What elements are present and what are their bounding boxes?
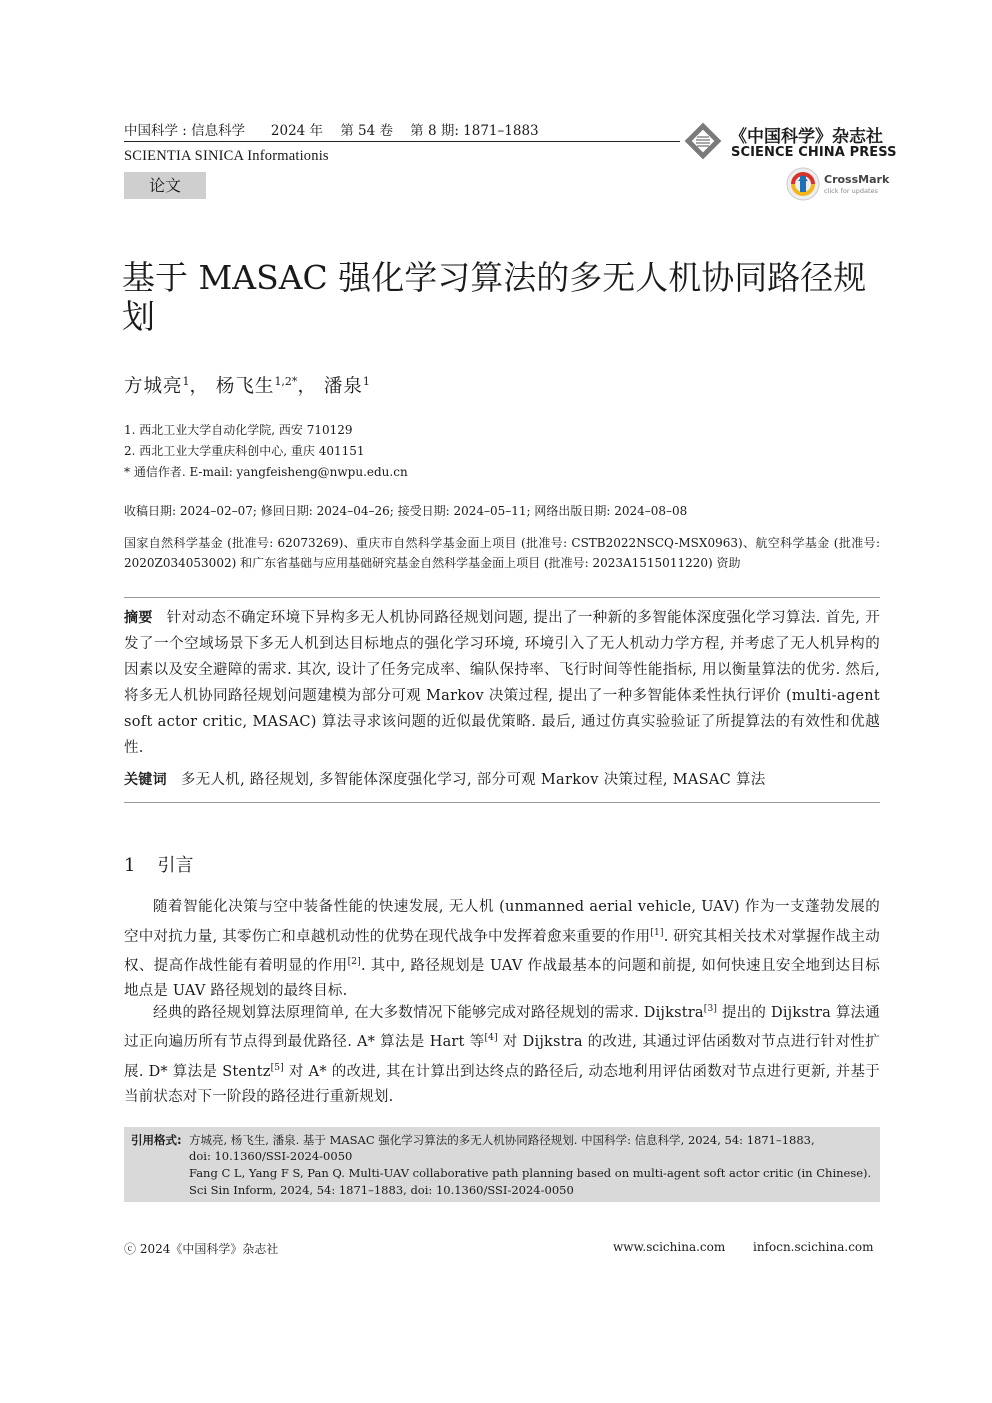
- citation-line: 方城亮, 杨飞生, 潘泉. 基于 MASAC 强化学习算法的多无人机协同路径规划. 中国科学: 信息科学, 2024, 54: 1871–1883,: [189, 1133, 815, 1147]
- author-name: 方城亮: [124, 376, 183, 397]
- citation-ref[interactable]: [1]: [650, 927, 664, 938]
- citation-line[interactable]: Sci Sin Inform, 2024, 54: 1871–1883, doi: 10.1360/SSI-2024-0050: [189, 1183, 574, 1197]
- abstract-label: 摘要: [124, 610, 153, 626]
- paragraph-text: 提出的 Dijkstra 算法通过正向遍历所有节点得到最优路径. A* 算法是 Hart 等: [124, 1004, 880, 1051]
- citation-ref[interactable]: [5]: [270, 1062, 284, 1073]
- body-paragraph: [124, 895, 880, 1005]
- abstract-rule-bottom: [124, 802, 880, 803]
- paragraph-text: . 其中, 路径规划是 UAV 作战最基本的问题和前提, 如何快速且安全地到达目标地点是 UAV 路径规划的最终目标.: [124, 957, 881, 1000]
- citation-label: 引用格式:: [131, 1133, 182, 1147]
- paragraph-text: 经典的路径规划算法原理简单, 在大多数情况下能够完成对路径规划的需求. Dijkstra: [153, 1004, 704, 1021]
- section-heading: [124, 851, 193, 877]
- crossmark-sublabel[interactable]: click for updates: [824, 187, 878, 195]
- paragraph-text: 随着智能化决策与空中装备性能的快速发展, 无人机 (unmanned aerial vehicle, UAV) 作为一支蓬勃发展的空中对抗力量, 其零伤亡和卓越机动性的优势在现代战争中发挥着愈来重要的作用: [124, 899, 880, 945]
- header-rule: [124, 141, 680, 142]
- paragraph-text: 对 Dijkstra 的改进, 其通过评估函数对节点进行针对性扩展. D* 算法是 Stentz: [124, 1034, 880, 1080]
- journal-header-cn: [124, 119, 539, 139]
- website-link[interactable]: infocn.scichina.com: [753, 1240, 874, 1254]
- article-type-badge: 论文: [124, 172, 206, 199]
- website-link[interactable]: www.scichina.com: [613, 1240, 726, 1254]
- section-title: 引言: [157, 855, 194, 876]
- paragraph-text: . 研究其相关技术对掌握作战主动权、提高作战性能有着明显的作用: [124, 928, 880, 974]
- author-separator: ，: [189, 376, 210, 397]
- keywords-block: [124, 767, 880, 793]
- citation-ref[interactable]: [3]: [703, 1004, 718, 1014]
- journal-volume: 第 54 卷: [340, 123, 393, 139]
- author-affiliation-mark: 1: [182, 374, 190, 388]
- journal-name-en: SCIENTIA SINICA Informationis: [124, 148, 329, 164]
- author-name: 潘泉: [323, 376, 363, 397]
- copyright-notice: ⓒ 2024《中国科学》杂志社: [124, 1242, 279, 1256]
- affiliation-line: 2. 西北工业大学重庆科创中心, 重庆 401151: [124, 444, 365, 458]
- citation-line: Fang C L, Yang F S, Pan Q. Multi-UAV collaborative path planning based on multi-agent soft actor critic (in Chinese).: [189, 1166, 872, 1180]
- citation-ref[interactable]: [2]: [347, 956, 361, 967]
- affiliation-line: 1. 西北工业大学自动化学院, 西安 710129: [124, 423, 353, 437]
- author-name: 杨飞生: [215, 376, 275, 397]
- received-dates: 收稿日期: 2024–02–07; 修回日期: 2024–04–26; 接受日期: 2024–05–11; 网络出版日期: 2024–08–08: [124, 504, 688, 518]
- abstract-block: [124, 605, 880, 761]
- publisher-name-en: SCIENCE CHINA PRESS: [731, 145, 897, 160]
- keywords-label: 关键词: [124, 772, 167, 788]
- keywords-text: 多无人机, 路径规划, 多智能体深度强化学习, 部分可观 Markov 决策过程, MASAC 算法: [180, 772, 766, 788]
- publisher-logo-icon: [684, 122, 722, 160]
- corresponding-author-line: * 通信作者. E-mail: yangfeisheng@nwpu.edu.cn: [124, 465, 408, 479]
- author-separator: ，: [297, 376, 317, 397]
- paragraph-text: 对 A* 的改进, 其在计算出到达终点的路径后, 动态地利用评估函数对节点进行更新, 并基于当前状态对下一阶段的路径进行重新规划.: [124, 1063, 880, 1105]
- author-affiliation-mark: 1: [362, 374, 370, 388]
- crossmark-icon[interactable]: [786, 167, 820, 201]
- citation-line[interactable]: doi: 10.1360/SSI-2024-0050: [189, 1149, 353, 1163]
- author-list: [124, 372, 370, 398]
- funding-statement: 国家自然科学基金 (批准号: 62073269)、重庆市自然科学基金面上项目 (批准号: CSTB2022NSCQ-MSX0963)、航空科学基金 (批准号: 2020Z034053002) 和广东省基础与应用基础研究基金自然科学基金面上项目 (批准号: 2023A1515011220) 资助: [124, 536, 880, 570]
- paper-title: 基于 MASAC 强化学习算法的多无人机协同路径规划: [122, 258, 867, 336]
- author-affiliation-mark: 1,2*: [274, 374, 298, 388]
- abstract-text: 针对动态不确定环境下异构多无人机协同路径规划问题, 提出了一种新的多智能体深度强化学习算法. 首先, 开发了一个空域场景下多无人机到达目标地点的强化学习环境, 环境引入了无人机动力学方程, 并考虑了无人机异构的因素以及安全避障的需求. 其次, 设计了任务完成率、编队保持率、飞行时间等性能指标, 用以衡量算法的优劣. 然后, 将多无人机协同路径规划问题建模为部分可观 Markov 决策过程, 提出了一种多智能体柔性执行评价 (multi-agent soft actor critic, MASAC) 算法寻求该问题的近似最优策略. 最后, 通过仿真实验验证了所提算法的有效性和优越性.: [124, 610, 880, 756]
- journal-year: 2024 年: [270, 123, 324, 139]
- journal-name-cn: 中国科学 : 信息科学: [124, 123, 246, 139]
- publisher-name-cn: 《中国科学》杂志社: [730, 127, 883, 147]
- crossmark-label[interactable]: CrossMark: [824, 173, 890, 186]
- section-number: 1: [124, 855, 136, 876]
- abstract-rule-top: [124, 597, 880, 598]
- body-paragraph: [124, 997, 880, 1110]
- citation-ref[interactable]: [4]: [484, 1033, 498, 1044]
- journal-issue-pages: 第 8 期: 1871–1883: [410, 123, 539, 139]
